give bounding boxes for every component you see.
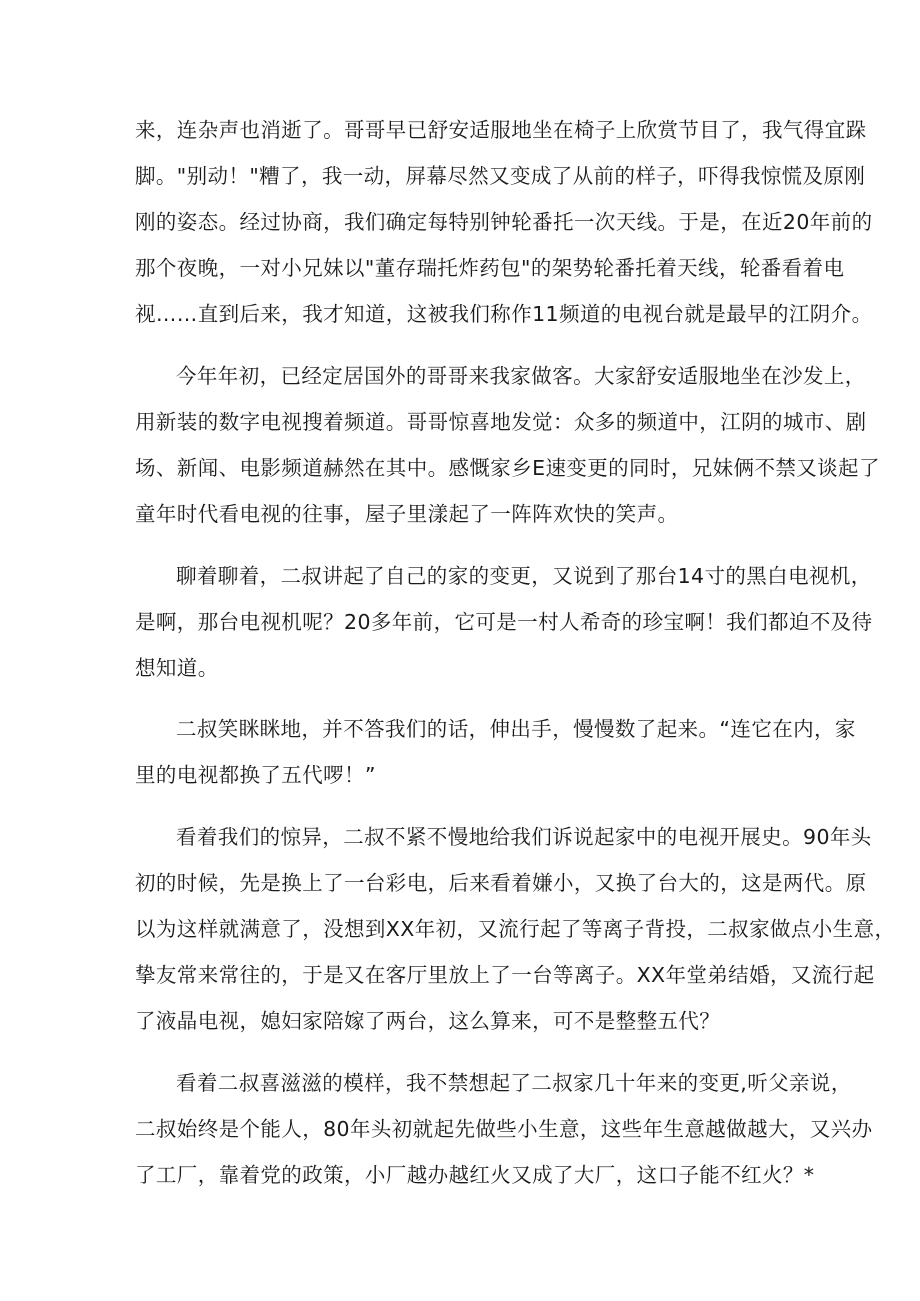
- text-line: 以为这样就满意了，没想到XX年初，又流行起了等离子背投，二叔家做点小生意，: [135, 917, 896, 941]
- text-line: 视……直到后来，我才知道，这被我们称作11频道的电视台就是最早的江阴介。: [135, 302, 873, 326]
- text-line: 是啊，那台电视机呢？20多年前，它可是一村人希奇的珍宝啊！我们都迫不及待: [135, 610, 873, 634]
- text-line: 那个夜晚，一对小兄妹以"董存瑞托炸药包"的架势轮番托着天线，轮番看着电: [135, 256, 845, 280]
- text-line: 了液晶电视，媳妇家陪嫁了两台，这么算来，可不是整整五代？: [135, 1009, 721, 1033]
- text-line: 来，连杂声也消逝了。哥哥早已舒安适服地坐在椅子上欣赏节目了，我气得宜跺: [135, 118, 867, 142]
- text-line: 初的时候，先是换上了一台彩电，后来看着嫌小，又换了台大的，这是两代。原: [135, 871, 867, 895]
- text-line: 脚。"别动！"糟了，我一动，屏幕尽然又变成了从前的样子，吓得我惊慌及原刚: [135, 164, 866, 188]
- text-line: 了工厂，靠着党的政策，小厂越办越红火又成了大厂，这口子能不红火？*: [135, 1163, 815, 1187]
- paragraph-first-line: 今年年初，已经定居国外的哥哥来我家做客。大家舒安适服地坐在沙发上，: [176, 364, 866, 388]
- paragraph-first-line: 看着我们的惊异，二叔不紧不慢地给我们诉说起家中的电视开展史。90年头: [176, 825, 872, 849]
- text-line: 场、新闻、电影频道赫然在其中。感慨家乡E速变更的同时，兄妹俩不禁又谈起了: [135, 456, 880, 480]
- text-line: 用新装的数字电视搜着频道。哥哥惊喜地发觉：众多的频道中，江阴的城市、剧: [135, 410, 867, 434]
- text-line: 二叔始终是个能人，80年头初就起先做些小生意，这些年生意越做越大，又兴办: [135, 1117, 873, 1141]
- paragraph-first-line: 聊着聊着，二叔讲起了自己的家的变更，又说到了那台14寸的黑白电视机，: [176, 564, 872, 588]
- text-line: 挚友常来常往的，于是又在客厅里放上了一台等离子。XX年堂弟结婚，又流行起: [135, 963, 875, 987]
- text-line: 童年时代看电视的往事，屋子里漾起了一阵阵欢快的笑声。: [135, 502, 679, 526]
- text-line: 刚的姿态。经过协商，我们确定每特别钟轮番托一次天线。于是，在近20年前的: [135, 210, 873, 234]
- text-line: 想知道。: [135, 656, 219, 680]
- paragraph-first-line: 二叔笑眯眯地，并不答我们的话，伸出手，慢慢数了起来。“连它在内，家: [176, 717, 856, 741]
- text-line: 里的电视都换了五代啰！”: [135, 763, 376, 787]
- paragraph-first-line: 看着二叔喜滋滋的模样，我不禁想起了二叔家几十年来的变更,听父亲说，: [176, 1071, 852, 1095]
